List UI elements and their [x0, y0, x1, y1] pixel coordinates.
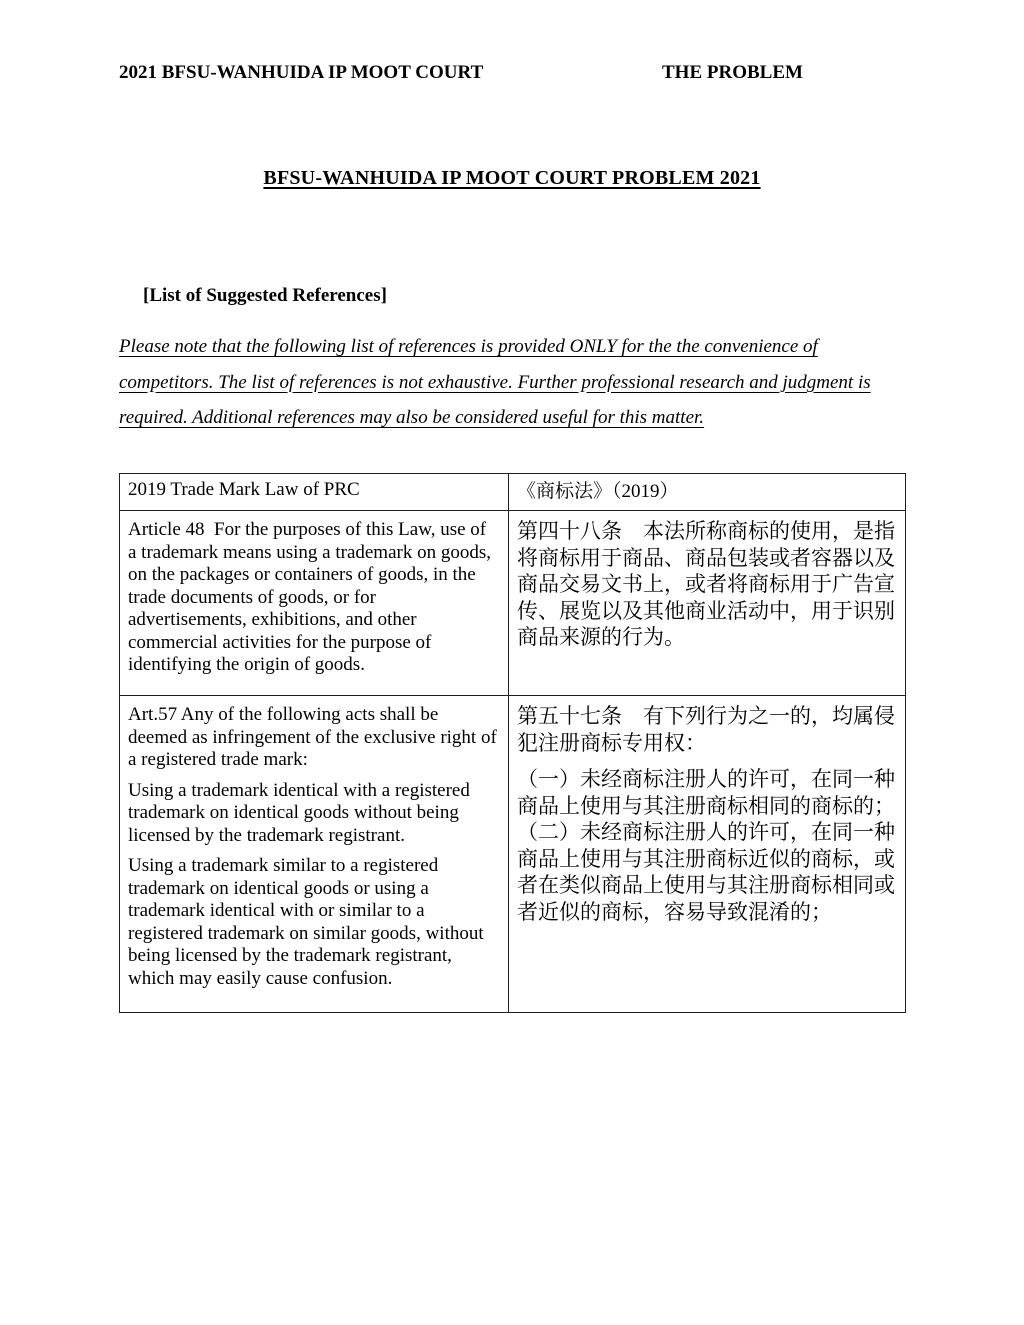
- table-row-article-48: [120, 511, 906, 696]
- cell-zh-law-name: [509, 473, 906, 511]
- paragraph: （一）未经商标注册人的许可，在同一种商品上使用与其注册商标相同的商标的；: [517, 768, 895, 818]
- page-header: [119, 62, 905, 84]
- table-row-law-title: [120, 473, 906, 511]
- paragraph: 《商标法》（2019）: [517, 480, 679, 502]
- paragraph: 第五十七条 有下列行为之一的，均属侵犯注册商标专用权：: [517, 705, 895, 755]
- paragraph: （二）未经商标注册人的许可，在同一种商品上使用与其注册商标近似的商标，或者在类似商品上使用与其注册商标相同或者近似的商标，容易导致混淆的；: [517, 821, 895, 924]
- paragraph: Using a trademark identical with a registered trademark on identical goods without being licensed by the trademark registrant.: [128, 779, 470, 846]
- table-row-article-57: [120, 696, 906, 1013]
- cell-zh-article-57: [509, 696, 906, 1013]
- header-left-text: 2021 BFSU-WANHUIDA IP MOOT COURT: [119, 62, 484, 83]
- page-content: [119, 0, 905, 1013]
- header-right-text: THE PROBLEM: [662, 62, 803, 83]
- cell-en-law-name: [120, 473, 509, 511]
- cell-zh-article-48: [509, 511, 906, 696]
- paragraph: Using a trademark similar to a registered trademark on identical goods or using a trademark identical with or similar to a registered trademark on similar goods, without being licensed by the trademark registrant, which may easily cause confusion.: [128, 855, 484, 989]
- paragraph: Article 48 For the purposes of this Law, use of a trademark means using a trademark on goods, on the packages or containers of goods, in the trade documents of goods, or for advertisements, exhibitions, and other commercial activities for the purpose of identifying the origin of goods.: [128, 519, 491, 675]
- paragraph: Art.57 Any of the following acts shall be deemed as infringement of the exclusive right of a registered trade mark:: [128, 704, 497, 770]
- document-title: BFSU-WANHUIDA IP MOOT COURT PROBLEM 2021: [263, 167, 761, 189]
- references-heading: [List of Suggested References]: [143, 285, 387, 306]
- references-note: Please note that the following list of references is provided ONLY for the the convenience of competitors. The list of references is not exhaustive. Further professional research and judgment is required. Additional references may also be considered useful for this matter.: [119, 336, 871, 428]
- references-table: [119, 473, 906, 1014]
- cell-en-article-48: [120, 511, 509, 696]
- paragraph: 2019 Trade Mark Law of PRC: [128, 478, 360, 500]
- paragraph: 第四十八条 本法所称商标的使用，是指将商标用于商品、商品包装或者容器以及商品交易文书上，或者将商标用于广告宣传、展览以及其他商业活动中，用于识别商品来源的行为。: [517, 520, 895, 649]
- cell-en-article-57: [120, 696, 509, 1013]
